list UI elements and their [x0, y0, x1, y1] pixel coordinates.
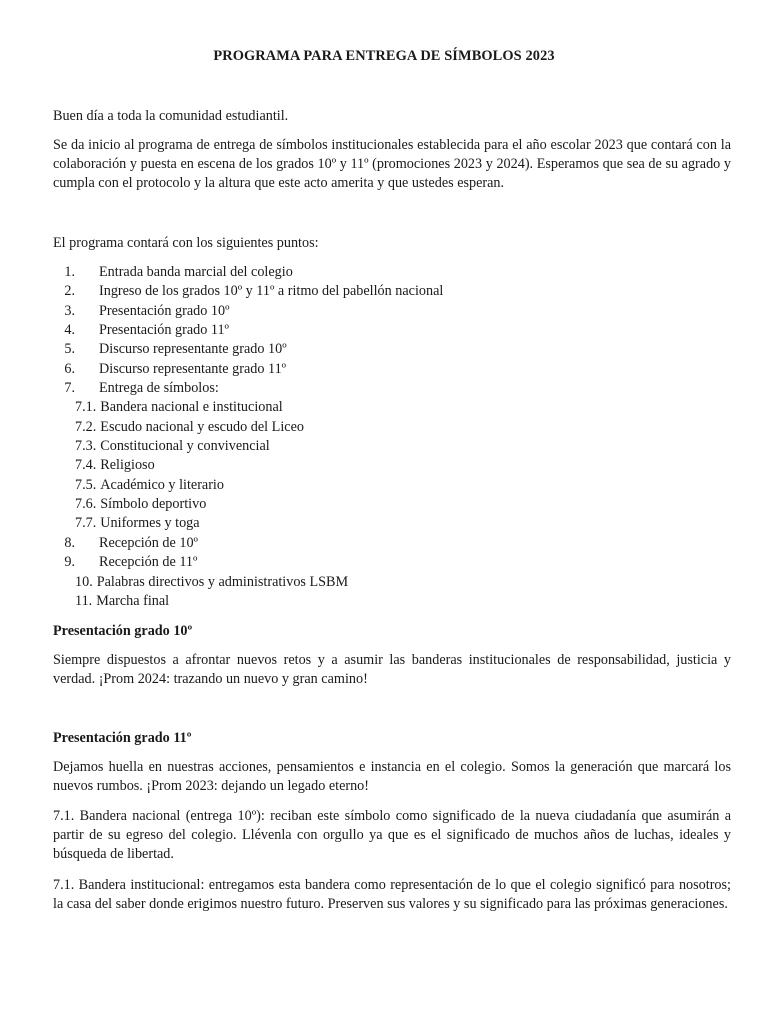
list-item [53, 553, 731, 572]
list-item-number: 7.5. [75, 476, 97, 493]
list-item-number: 7.3. [75, 438, 97, 455]
list-item-number: 7. [64, 380, 75, 397]
document-title: PROGRAMA PARA ENTREGA DE SÍMBOLOS 2023 [213, 48, 555, 64]
list-item-number: 7.1. [75, 399, 97, 416]
section-11-paragraph: Dejamos huella en nuestras acciones, pensamientos e instancia en el colegio. Somos la generación que marcará los nuevos rumbos. ¡Prom 2023: dejando un legado eterno! [53, 759, 731, 794]
list-item-text: Constitucional y convivencial [100, 438, 270, 455]
list-item [53, 476, 731, 495]
list-item [53, 534, 731, 553]
list-item-text: Discurso representante grado 11º [99, 360, 287, 377]
list-item-text: Presentación grado 11º [99, 322, 229, 339]
list-item-text: Uniformes y toga [100, 515, 200, 532]
program-intro-paragraph: El programa contará con los siguientes puntos: [53, 235, 319, 251]
list-item-number: 7.6. [75, 496, 97, 513]
list-item [53, 456, 731, 475]
list-item-text: Símbolo deportivo [100, 496, 207, 513]
list-item-number: 9. [64, 554, 75, 571]
list-item-text: Entrada banda marcial del colegio [99, 264, 293, 280]
list-item [53, 573, 731, 592]
list-item [53, 398, 731, 417]
list-item-number: 10. [75, 573, 93, 590]
section-10-paragraph: Siempre dispuestos a afrontar nuevos retos y a asumir las banderas institucionales de responsabilidad, justicia y verdad. ¡Prom 2024: trazando un nuevo y gran camino! [53, 652, 731, 687]
list-item-number: 5. [64, 341, 75, 358]
list-item-number: 4. [64, 322, 75, 339]
list-item-text: Recepción de 11º [99, 554, 198, 571]
list-item [53, 592, 731, 611]
institutional-flag-paragraph: 7.1. Bandera institucional: entregamos esta bandera como representación de lo que el colegio significó para nosotros; la casa del saber donde erigimos nuestro futuro. Preserven sus valores y su significado para las próximas generaciones. [53, 877, 731, 912]
section-10-heading: Presentación grado 10º [53, 623, 193, 639]
list-item-number: 2. [64, 283, 75, 300]
list-item-text: Palabras directivos y administrativos LSBM [96, 573, 349, 590]
list-item-text: Bandera nacional e institucional [100, 399, 283, 416]
national-flag-paragraph: 7.1. Bandera nacional (entrega 10º): reciban este símbolo como significado de la nueva ciudadanía que asumirán a partir de su egreso del colegio. Llévenla con orgullo ya que es el significado de muchos años de luchas, ideales y búsqueda de libertad. [53, 808, 731, 862]
list-item-number: 6. [64, 360, 75, 377]
list-item-number: 7.4. [75, 457, 97, 474]
list-item-text: Presentación grado 10º [99, 302, 230, 319]
list-item [53, 282, 731, 301]
list-item [53, 495, 731, 514]
list-item-number: 7.2. [75, 418, 97, 435]
list-item [53, 340, 731, 359]
list-item-text: Religioso [100, 457, 155, 474]
intro-paragraph: Se da inicio al programa de entrega de símbolos institucionales establecida para el año escolar 2023 que contará con la colaboración y puesta en escena de los grados 10º y 11º (promociones 2023 y 2024). Esperamos que sea de su agrado y cumpla con el protocolo y la altura que este acto amerita y que ustedes esperan. [53, 137, 731, 191]
list-item-number: 11. [75, 592, 93, 609]
list-item-text: Ingreso de los grados 10º y 11º a ritmo del pabellón nacional [99, 283, 444, 300]
list-item-number: 7.7. [75, 515, 97, 532]
greeting-paragraph: Buen día a toda la comunidad estudiantil. [53, 108, 289, 124]
list-item [53, 437, 731, 456]
list-item-text: Marcha final [96, 592, 170, 609]
section-11-heading: Presentación grado 11º [53, 730, 192, 746]
list-item [53, 321, 731, 340]
list-item-text: Recepción de 10º [99, 534, 198, 551]
list-item [53, 379, 731, 398]
list-item-number: 8. [64, 534, 75, 551]
list-item [53, 514, 731, 533]
list-item [53, 263, 731, 282]
list-item-number: 1. [64, 264, 75, 280]
list-item [53, 360, 731, 379]
list-item-text: Entrega de símbolos: [99, 380, 219, 397]
list-item-number: 3. [64, 302, 75, 319]
list-item [53, 418, 731, 437]
list-item-text: Académico y literario [100, 476, 224, 493]
list-item-text: Discurso representante grado 10º [99, 341, 287, 358]
program-list [53, 263, 731, 611]
list-item-text: Escudo nacional y escudo del Liceo [100, 418, 304, 435]
list-item [53, 302, 731, 321]
